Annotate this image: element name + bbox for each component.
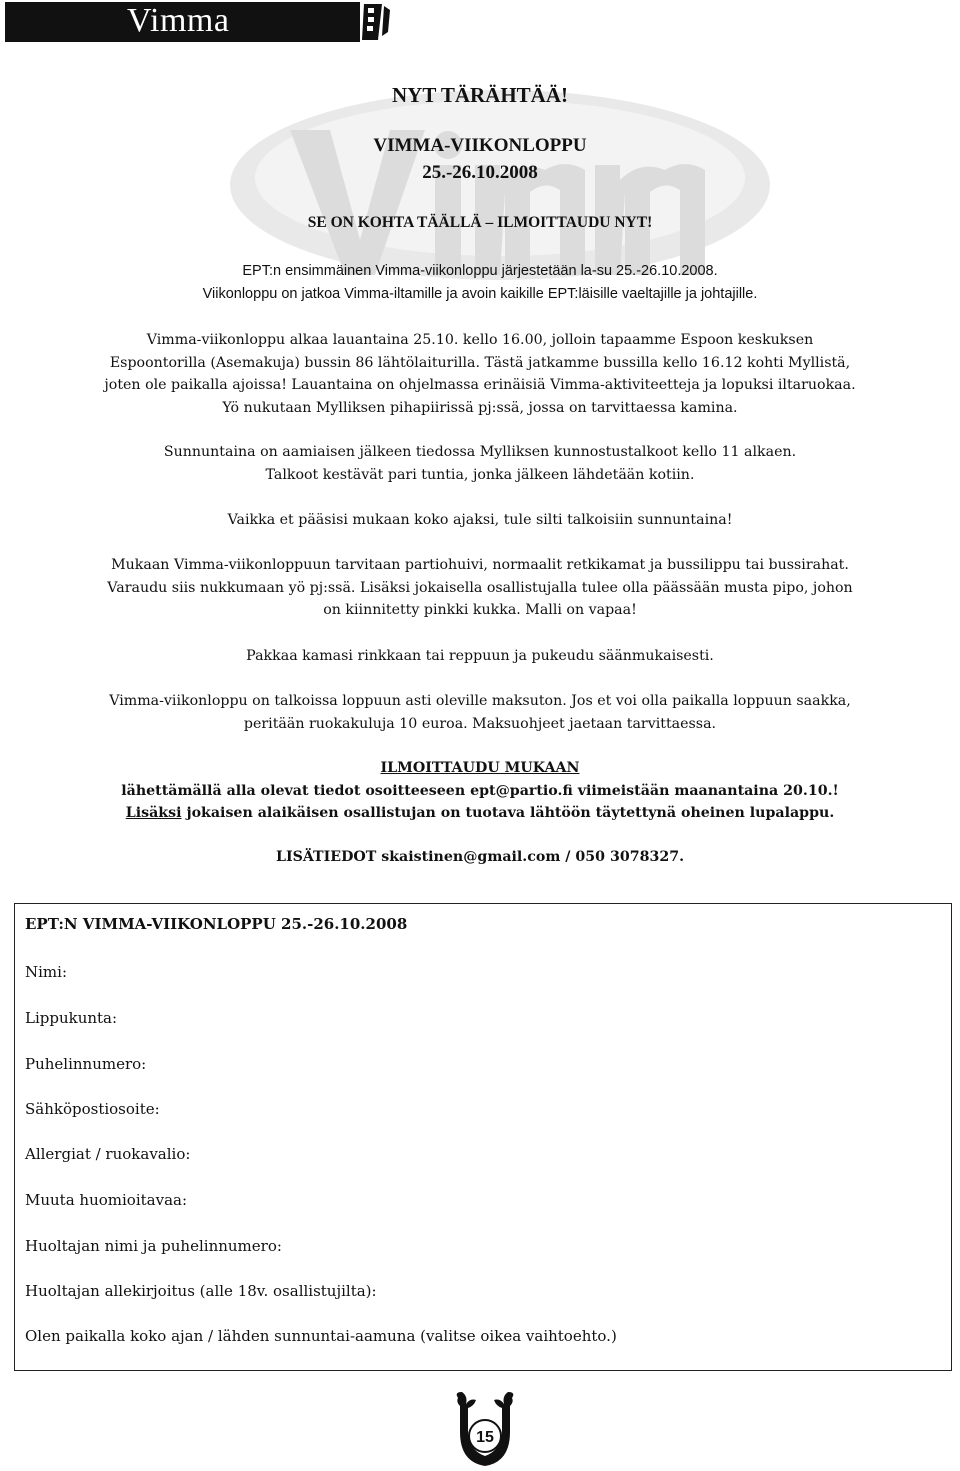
paragraph-equipment xyxy=(0,554,960,622)
paragraph-line: Vimma-viikonloppu alkaa lauantaina 25.10. kello 16.00, jolloin tapaamme Espoon keskuksen xyxy=(146,332,814,348)
more-info: LISÄTIEDOT skaistinen@gmail.com / 050 3078327. xyxy=(275,849,685,865)
paragraph-line: on kiinnitetty pinkki kukka. Malli on vapaa! xyxy=(323,602,637,618)
signup-line-rest: jokaisen alaikäisen osallistujan on tuotava lähtöön täytettynä oheinen lupalappu. xyxy=(181,805,835,821)
form-field-other[interactable]: Muuta huomioitavaa: xyxy=(25,1191,188,1209)
signup-line: lähettämällä alla olevat tiedot osoitteeseen ept@partio.fi viimeistään maanantaina 20.10.! xyxy=(121,782,839,799)
page-number-badge xyxy=(452,1390,518,1468)
event-dates: 25.-26.10.2008 xyxy=(422,162,538,183)
paragraph-line: Yö nukutaan Mylliksen pihapiirissä pj:ssä, jossa on tarvittaessa kamina. xyxy=(222,399,738,416)
paragraph-line: joten ole paikalla ajoissa! Lauantaina on ohjelmassa erinäisiä Vimma-aktiviteetteja ja lopuksi iltaruokaa. xyxy=(104,377,856,393)
intro-text xyxy=(0,260,960,306)
event-name: VIMMA-VIIKONLOPPU xyxy=(373,135,587,156)
subheadline: SE ON KOHTA TÄÄLLÄ – ILMOITTAUDU NYT! xyxy=(307,214,653,231)
form-title: EPT:N VIMMA-VIIKONLOPPU 25.-26.10.2008 xyxy=(25,915,408,933)
form-field-guardian-signature[interactable]: Huoltajan allekirjoitus (alle 18v. osallistujilta): xyxy=(25,1282,377,1300)
form-field-name[interactable]: Nimi: xyxy=(25,963,67,981)
paragraph-schedule xyxy=(0,329,960,419)
paragraph-line: Sunnuntaina on aamiaisen jälkeen tiedossa Mylliksen kunnostustalkoot kello 11 alkaen. xyxy=(163,444,797,460)
paragraph-line: Talkoot kestävät pari tuntia, jonka jälkeen lähdetään kotiin. xyxy=(265,466,695,483)
signup-heading: ILMOITTAUDU MUKAAN xyxy=(380,760,580,776)
film-strip-icon xyxy=(360,2,394,42)
intro-line: EPT:n ensimmäinen Vimma-viikonloppu järjestetään la-su 25.-26.10.2008. xyxy=(242,263,718,279)
form-field-email[interactable]: Sähköpostiosoite: xyxy=(25,1100,160,1118)
signup-section xyxy=(0,757,960,825)
paragraph-cost xyxy=(0,690,960,735)
registration-form xyxy=(14,903,952,1371)
form-field-troop[interactable]: Lippukunta: xyxy=(25,1009,118,1027)
signup-emphasis: Lisäksi xyxy=(125,805,182,821)
paragraph-talkoot xyxy=(0,509,960,532)
paragraph-line: Vimma-viikonloppu on talkoissa loppuun asti oleville maksuton. Jos et voi olla paikalla loppuun saakka, xyxy=(109,693,851,709)
form-field-attendance[interactable]: Olen paikalla koko ajan / lähden sunnuntai-aamuna (valitse oikea vaihtoehto.) xyxy=(25,1327,617,1345)
paragraph-line: Pakkaa kamasi rinkkaan tai reppuun ja pukeudu säänmukaisesti. xyxy=(246,648,714,664)
form-field-guardian[interactable]: Huoltajan nimi ja puhelinnumero: xyxy=(25,1237,282,1255)
form-field-allergies[interactable]: Allergiat / ruokavalio: xyxy=(25,1145,191,1163)
paragraph-line: peritään ruokakuluja 10 euroa. Maksuohjeet jaetaan tarvittaessa. xyxy=(243,715,717,732)
signup-line-2 xyxy=(0,802,960,825)
paragraph-packing xyxy=(0,645,960,668)
paragraph-line: Mukaan Vimma-viikonloppuun tarvitaan partiohuivi, normaalit retkikamat ja bussilippu tai bussirahat. xyxy=(111,557,849,573)
header-title: Vimma xyxy=(127,2,230,39)
paragraph-sunday xyxy=(0,441,960,486)
intro-line: Viikonloppu on jatkoa Vimma-iltamille ja avoin kaikille EPT:läisille vaeltajille ja johtajille. xyxy=(202,286,758,302)
paragraph-line: Espoontorilla (Asemakuja) bussin 86 lähtölaiturilla. Tästä jatkamme bussilla kello 16.12 kohti Myllistä, xyxy=(109,354,851,371)
paragraph-line: Varaudu siis nukkumaan yö pj:ssä. Lisäksi jokaisella osallistujalla tulee olla päässään musta pipo, johon xyxy=(107,579,853,596)
headline: NYT TÄRÄHTÄÄ! xyxy=(392,83,568,107)
form-field-phone[interactable]: Puhelinnumero: xyxy=(25,1055,147,1073)
page-number: 15 xyxy=(476,1429,494,1446)
paragraph-line: Vaikka et pääsisi mukaan koko ajaksi, tule silti talkoisiin sunnuntaina! xyxy=(227,512,733,528)
